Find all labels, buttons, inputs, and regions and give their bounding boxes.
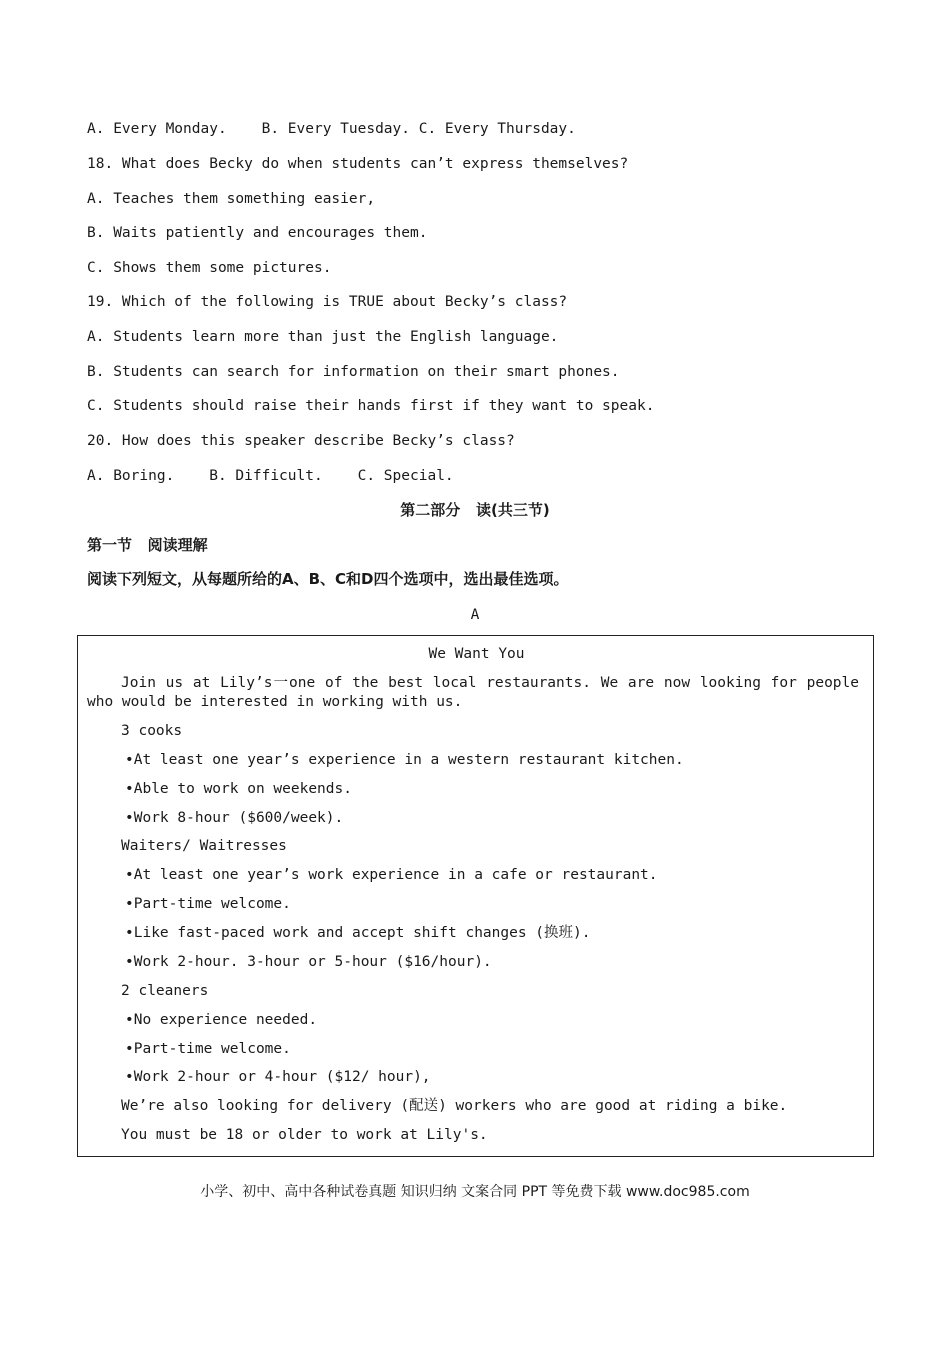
passage-letter: A	[470, 607, 480, 623]
ad-line: 3 cooks	[121, 723, 183, 739]
job-ad-box	[77, 635, 874, 1157]
option-line: B. Students can search for information on their smart phones.	[87, 364, 620, 380]
ad-line: You must be 18 or older to work at Lily's.	[121, 1127, 488, 1143]
ad-line: •Part-time welcome.	[125, 1041, 291, 1057]
ad-intro: Join us at Lily’s一one of the best local restaurants. We are now looking for people who would be interested in working with us.	[87, 675, 859, 710]
ad-line: •Able to work on weekends.	[125, 781, 352, 797]
ad-line: •Part-time welcome.	[125, 896, 291, 912]
option-line: A. Boring. B. Difficult. C. Special.	[87, 468, 454, 484]
option-line: C. Shows them some pictures.	[87, 260, 332, 276]
question-18: 18. What does Becky do when students can’t express themselves?	[87, 156, 629, 172]
option-line: B. Waits patiently and encourages them.	[87, 225, 428, 241]
ad-title: We Want You	[428, 646, 525, 662]
page-footer: 小学、初中、高中各种试卷真题 知识归纳 文案合同 PPT 等免费下载 www.doc985.com	[200, 1184, 750, 1200]
ad-line: •Like fast-paced work and accept shift changes (换班).	[125, 925, 591, 941]
ad-line: •At least one year’s experience in a western restaurant kitchen.	[125, 752, 684, 768]
question-19: 19. Which of the following is TRUE about Becky’s class?	[87, 294, 568, 310]
option-line: A. Every Monday. B. Every Tuesday. C. Every Thursday.	[87, 121, 576, 137]
ad-line: •Work 8-hour ($600/week).	[125, 810, 344, 826]
option-line: C. Students should raise their hands first if they want to speak.	[87, 398, 655, 414]
instruction: 阅读下列短文，从每题所给的A、B、C和D四个选项中，选出最佳选项。	[87, 570, 569, 588]
option-line: A. Students learn more than just the English language.	[87, 329, 559, 345]
ad-line: 2 cleaners	[121, 983, 209, 999]
part-title: 第二部分 读(共三节)	[400, 501, 550, 519]
option-line: A. Teaches them something easier,	[87, 191, 376, 207]
ad-line: •Work 2-hour. 3-hour or 5-hour ($16/hour).	[125, 954, 492, 970]
ad-line: We’re also looking for delivery (配送) workers who are good at riding a bike.	[121, 1098, 788, 1114]
ad-line: •No experience needed.	[125, 1012, 318, 1028]
question-20: 20. How does this speaker describe Becky’s class?	[87, 433, 515, 449]
ad-line: •Work 2-hour or 4-hour ($12/ hour),	[125, 1069, 431, 1085]
section-title: 第一节 阅读理解	[87, 536, 208, 554]
ad-line: •At least one year’s work experience in a cafe or restaurant.	[125, 867, 658, 883]
ad-line: Waiters/ Waitresses	[121, 838, 287, 854]
